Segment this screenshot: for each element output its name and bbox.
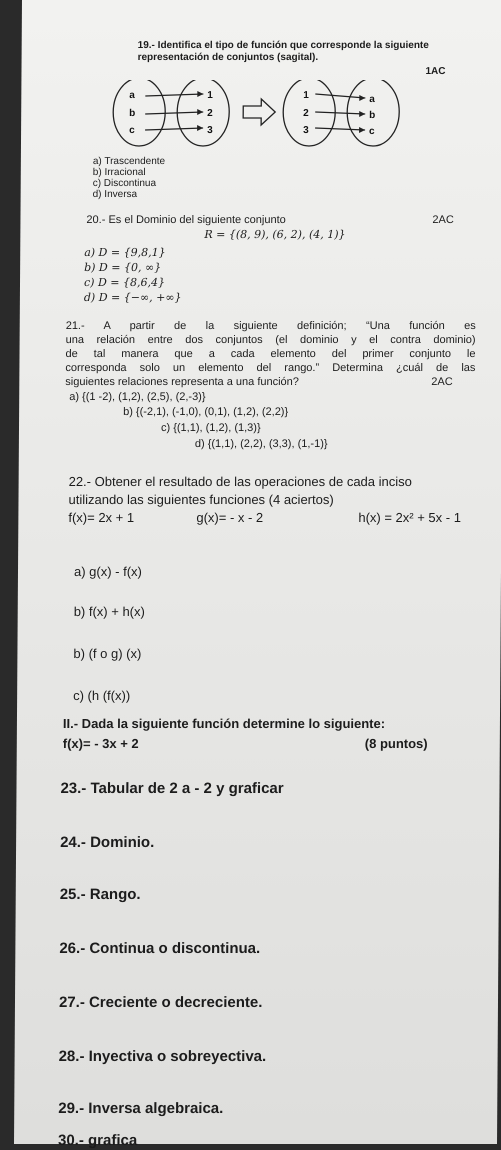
arrow-b-2 [145, 112, 203, 114]
q20-option-b: b) D = {0, ∞} [84, 261, 162, 274]
q22-function-f: f(x)= 2x + 1 [68, 510, 135, 525]
part2-title: II.- Dada la siguiente función determine lo siguiente: [62, 716, 386, 731]
q25-item: 25.- Rango. [59, 886, 141, 903]
arrow-2-b [315, 112, 365, 114]
q20-option-d: d) D = {−∞, +∞} [83, 291, 182, 304]
q23-item: 23.- Tabular de 2 a - 2 y graficar [60, 780, 284, 797]
q19-option-d: d) Inversa [92, 189, 138, 200]
q21-text-line5: siguientes relaciones representa a una función? [65, 376, 299, 388]
arrow-c-3 [145, 128, 203, 130]
q19-tag: 1AC [425, 66, 446, 77]
q21-option-b: b) {(-2,1), (-1,0), (0,1), (1,2), (2,2)} [123, 406, 289, 418]
left-domain-a: a [129, 90, 135, 101]
q26-item: 26.- Continua o discontinua. [59, 940, 261, 957]
right-domain-1: 1 [303, 90, 309, 101]
left-domain-b: b [129, 108, 136, 119]
q21-tag: 2AC [431, 376, 453, 388]
left-codomain-3: 3 [207, 125, 213, 136]
q19-title-line2: representación de conjuntos (sagital). [137, 52, 319, 63]
part2-function: f(x)= - 3x + 2 [62, 736, 139, 751]
q20-option-c: c) D = {8,6,4} [83, 276, 166, 289]
part2-points: (8 puntos) [364, 736, 428, 751]
arrow-1-a [315, 94, 365, 98]
q19-title-line1: 19.- Identifica el tipo de función que corresponde la siguiente [137, 40, 429, 51]
q21-text-line4: corresponda solo un elemento del rango.” Determina ¿cuál de las [65, 362, 476, 374]
sagittal-diagrams [111, 80, 412, 154]
q22-text-line2: utilizando las siguientes funciones (4 aciertos) [68, 492, 334, 507]
q20-title: 20.- Es el Dominio del siguiente conjunto [86, 214, 286, 226]
q20-relation: R = {(8, 9), (6, 2), (4, 1)} [204, 228, 346, 241]
q22-item-b2: b) (f o g) (x) [73, 646, 142, 661]
arrow-a-1 [145, 94, 203, 96]
q29-item: 29.- Inversa algebraica. [58, 1100, 224, 1117]
left-codomain-2: 2 [207, 108, 213, 119]
q22-item-a: a) g(x) - f(x) [73, 564, 142, 579]
q21-option-c: c) {(1,1), (1,2), (1,3)} [160, 422, 261, 434]
right-domain-2: 2 [303, 108, 309, 119]
arrow-3-c [315, 128, 365, 130]
q21-text-line2: una relación entre dos conjuntos (el dominio y el contra dominio) [65, 334, 476, 346]
exam-page [14, 0, 501, 1149]
q21-text-line1: 21.- A partir de la siguiente definición; “Una función es [65, 320, 476, 332]
q20-option-a: a) D = {9,8,1} [84, 246, 166, 259]
q22-function-g: g(x)= - x - 2 [196, 510, 264, 525]
right-codomain-a: a [369, 94, 375, 105]
q19-option-b: b) Irracional [92, 167, 146, 178]
arrow-right-icon [243, 99, 275, 125]
right-domain-3: 3 [303, 125, 309, 136]
q24-item: 24.- Dominio. [60, 834, 155, 851]
right-codomain-c: c [369, 126, 375, 137]
q28-item: 28.- Inyectiva o sobreyectiva. [58, 1048, 267, 1065]
q22-text-line1: 22.- Obtener el resultado de las operaciones de cada inciso [68, 474, 412, 489]
q21-text-line3: de tal manera que a cada elemento del primer conjunto le [65, 348, 476, 360]
q19-option-a: a) Trascendente [92, 156, 166, 167]
left-domain-c: c [129, 125, 135, 136]
q22-function-h: h(x) = 2x² + 5x - 1 [358, 510, 462, 525]
q22-item-b: b) f(x) + h(x) [73, 604, 145, 619]
q30-item: 30.- grafica [57, 1132, 138, 1149]
left-codomain-1: 1 [207, 90, 213, 101]
right-codomain-b: b [369, 110, 376, 121]
q19-option-c: c) Discontinua [92, 178, 157, 189]
q27-item: 27.- Creciente o decreciente. [58, 994, 263, 1011]
q21-option-a: a) {(1 -2), (1,2), (2,5), (2,-3)} [69, 391, 206, 403]
q20-tag: 2AC [432, 214, 454, 226]
q22-item-c: c) (h (f(x)) [73, 688, 131, 703]
q21-option-d: d) {(1,1), (2,2), (3,3), (1,-1)} [194, 438, 328, 450]
